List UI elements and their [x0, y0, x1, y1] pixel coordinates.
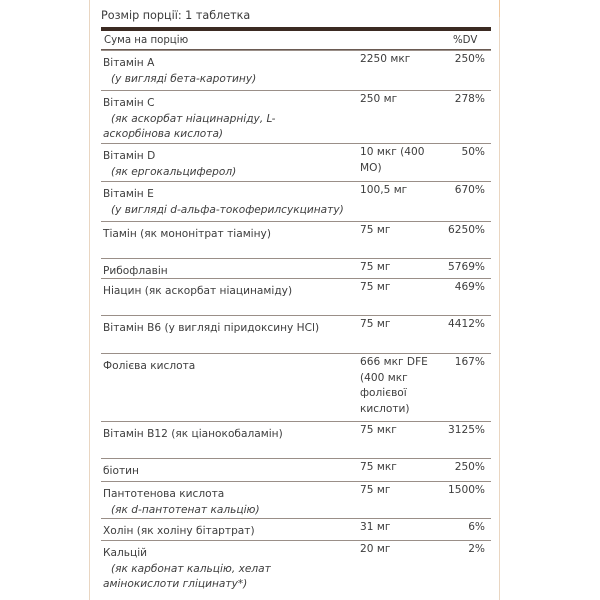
nutrient-dv: 4412%: [447, 318, 485, 330]
nutrient-amount: 75 мкг: [360, 424, 397, 436]
table-row: [101, 421, 491, 458]
table-row: [101, 315, 491, 353]
nutrient-name: Тіамін (як мононітрат тіаміну): [103, 228, 271, 240]
nutrient-dv: 469%: [454, 281, 485, 293]
nutrient-name: Рибофлавін: [103, 265, 168, 277]
nutrient-amount: 10 мкг (400 МО): [360, 146, 425, 174]
nutrient-name: Холін (як холіну бітартрат): [103, 525, 255, 537]
table-row: [101, 278, 491, 315]
nutrient-dv: 1500%: [447, 484, 485, 496]
nutrient-name: Вітамін В12 (як ціанокобаламін): [103, 428, 283, 440]
nutrient-amount: 75 мг: [360, 261, 391, 273]
nutrient-amount: 75 мг: [360, 484, 391, 496]
nutrient-amount: 75 мг: [360, 224, 391, 236]
nutrient-dv: 6%: [468, 521, 485, 533]
table-header: [101, 33, 491, 48]
nutrient-dv: 50%: [461, 146, 485, 158]
nutrient-amount: 75 мг: [360, 318, 391, 330]
nutrient-amount: 20 мг: [360, 543, 391, 555]
table-row: [101, 458, 491, 481]
nutrient-dv: 5769%: [447, 261, 485, 273]
amount-per-serving-label: Сума на порцію: [104, 35, 189, 46]
dv-label: %DV: [453, 35, 478, 46]
nutrient-name: Вітамін Е (у вигляді d-альфа-токоферилсукцинату): [103, 188, 344, 216]
thick-divider: [101, 27, 491, 31]
nutrient-dv: 6250%: [447, 224, 485, 236]
serving-size: Розмір порції: 1 таблетка: [101, 9, 251, 22]
nutrient-name: Вітамін А (у вигляді бета-каротину): [103, 57, 257, 85]
nutrient-name: біотин: [103, 465, 139, 477]
nutrient-dv: 250%: [454, 53, 485, 65]
nutrient-amount: 31 мг: [360, 521, 391, 533]
nutrient-amount: 100,5 мг: [360, 184, 408, 196]
nutrient-dv: 278%: [454, 93, 485, 105]
nutrient-name: Вітамін С (як аскорбат ніацинарніду, L- аскорбінова кислота): [103, 97, 276, 140]
nutrient-amount: 75 мкг: [360, 461, 397, 473]
table-row: [101, 353, 491, 421]
nutrient-amount: 250 мг: [360, 93, 398, 105]
nutrient-name: Вітамін В6 (у вигляді піридоксину HCl): [103, 322, 320, 334]
nutrient-dv: 670%: [454, 184, 485, 196]
nutrient-name: Пантотенова кислота (як d-пантотенат кальцію): [103, 488, 260, 516]
table-row: [101, 50, 491, 90]
table-row: [101, 258, 491, 278]
table-row: [101, 143, 491, 181]
nutrient-amount: 2250 мкг: [360, 53, 411, 65]
nutrient-name: Вітамін D (як ергокальциферол): [103, 150, 237, 178]
table-row: [101, 481, 491, 518]
nutrient-dv: 2%: [468, 543, 485, 555]
table-row: [101, 221, 491, 258]
table-row: [101, 90, 491, 143]
table-row: [101, 181, 491, 221]
table-row: [101, 518, 491, 540]
nutrient-amount: 75 мг: [360, 281, 391, 293]
nutrient-name: Ніацин (як аскорбат ніацинаміду): [103, 285, 293, 297]
nutrient-amount: 666 мкг DFE (400 мкг фолієвої кислоти): [360, 356, 428, 415]
nutrient-name: Кальцій (як карбонат кальцію, хелат амінокислоти гліцинату*): [103, 547, 271, 590]
nutrient-dv: 3125%: [447, 424, 485, 436]
nutrient-name: Фолієва кислота: [103, 360, 196, 372]
nutrient-dv: 250%: [454, 461, 485, 473]
table-row: [101, 540, 491, 600]
nutrient-dv: 167%: [454, 356, 485, 368]
